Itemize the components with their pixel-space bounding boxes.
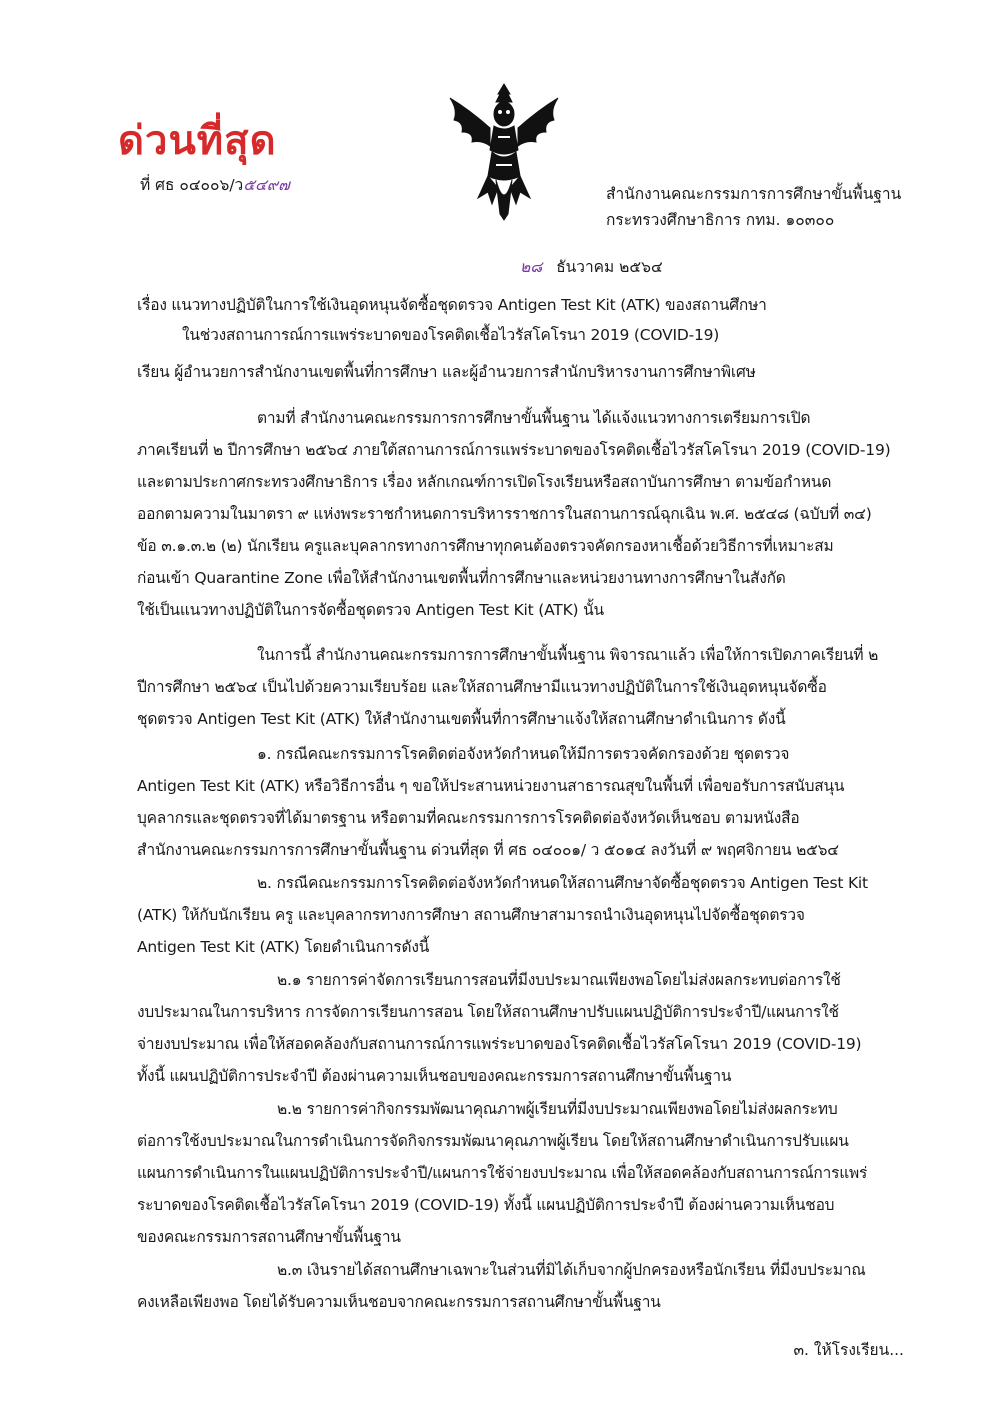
body-line: ออกตามความในมาตรา ๙ แห่งพระราชกำหนดการบริหารราชการในสถานการณ์ฉุกเฉิน พ.ศ. ๒๕๔๘ (ฉบับที่ ๓๔) (137, 505, 872, 523)
body-line: ก่อนเข้า Quarantine Zone เพื่อให้สำนักงานเขตพื้นที่การศึกษาและหน่วยงานทางการศึกษาในสังกัด (137, 569, 786, 587)
body-line: ๒.๑ รายการค่าจัดการเรียนการสอนที่มีงบประมาณเพียงพอโดยไม่ส่งผลกระทบต่อการใช้ (277, 971, 841, 989)
garuda-emblem-icon (440, 80, 568, 222)
body-line: ทั้งนี้ แผนปฏิบัติการประจำปี ต้องผ่านความเห็นชอบของคณะกรรมการสถานศึกษาขั้นพื้นฐาน (137, 1067, 732, 1085)
body-line: ของคณะกรรมการสถานศึกษาขั้นพื้นฐาน (137, 1228, 401, 1246)
body-line: บุคลากรและชุดตรวจที่ได้มาตรฐาน หรือตามที่คณะกรรมการการโรคติดต่อจังหวัดเห็นชอบ ตามหนังสือ (137, 809, 800, 827)
office-address: กระทรวงศึกษาธิการ กทม. ๑๐๓๐๐ (606, 211, 835, 229)
urgency-stamp: ด่วนที่สุด (118, 118, 277, 164)
body-line: (ATK) ให้กับนักเรียน ครู และบุคลากรทางการศึกษา สถานศึกษาสามารถนำเงินอุดหนุนไปจัดซื้อชุดตรวจ (137, 906, 805, 924)
body-line: จ่ายงบประมาณ เพื่อให้สอดคล้องกับสถานการณ์การแพร่ระบาดของโรคติดเชื้อไวรัสโคโรนา 2019 (COVID-19) (137, 1035, 862, 1053)
body-line: ในการนี้ สำนักงานคณะกรรมการการศึกษาขั้นพื้นฐาน พิจารณาแล้ว เพื่อให้การเปิดภาคเรียนที่ ๒ (257, 646, 879, 664)
body-line: ระบาดของโรคติดเชื้อไวรัสโคโรนา 2019 (COVID-19) ทั้งนี้ แผนปฏิบัติการประจำปี ต้องผ่านความเห็นชอบ (137, 1196, 835, 1214)
body-line: Antigen Test Kit (ATK) โดยดำเนินการดังนี้ (137, 938, 430, 956)
office-name: สำนักงานคณะกรรมการการศึกษาขั้นพื้นฐาน (606, 185, 902, 203)
body-line: งบประมาณในการบริหาร การจัดการเรียนการสอน โดยให้สถานศึกษาปรับแผนปฏิบัติการประจำปี/แผนการใช้ (137, 1003, 839, 1021)
body-line: คงเหลือเพียงพอ โดยได้รับความเห็นชอบจากคณะกรรมการสถานศึกษาขั้นพื้นฐาน (137, 1293, 661, 1311)
body-line: ต่อการใช้งบประมาณในการดำเนินการจัดกิจกรรมพัฒนาคุณภาพผู้เรียน โดยให้สถานศึกษาดำเนินการปรับแผน (137, 1132, 849, 1150)
recipient-line: เรียน ผู้อำนวยการสำนักงานเขตพื้นที่การศึกษา และผู้อำนวยการสำนักบริหารงานการศึกษาพิเศษ (137, 363, 756, 381)
body-line: ๒.๓ เงินรายได้สถานศึกษาเฉพาะในส่วนที่มิได้เก็บจากผู้ปกครองหรือนักเรียน ที่มีงบประมาณ (277, 1261, 866, 1279)
date-day-handwritten: ๒๘ (520, 258, 543, 276)
page-continuation: ๓. ให้โรงเรียน... (793, 1341, 904, 1359)
body-line: Antigen Test Kit (ATK) หรือวิธีการอื่น ๆ ขอให้ประสานหน่วยงานสาธารณสุขในพื้นที่ เพื่อขอรับการสนับสนุน (137, 777, 845, 795)
body-line: แผนการดำเนินการในแผนปฏิบัติการประจำปี/แผนการใช้จ่ายงบประมาณ เพื่อให้สอดคล้องกับสถานการณ์การแพร่ (137, 1164, 868, 1182)
body-line: ปีการศึกษา ๒๕๖๔ เป็นไปด้วยความเรียบร้อย และให้สถานศึกษามีแนวทางปฏิบัติในการใช้เงินอุดหนุนจัดซื้อ (137, 678, 827, 696)
body-line: และตามประกาศกระทรวงศึกษาธิการ เรื่อง หลักเกณฑ์การเปิดโรงเรียนหรือสถาบันการศึกษา ตามข้อกำหนด (137, 473, 832, 491)
body-line: ใช้เป็นแนวทางปฏิบัติในการจัดซื้อชุดตรวจ Antigen Test Kit (ATK) นั้น (137, 601, 604, 619)
body-line: ภาคเรียนที่ ๒ ปีการศึกษา ๒๕๖๔ ภายใต้สถานการณ์การแพร่ระบาดของโรคติดเชื้อไวรัสโคโรนา 2019 (COVID-19) (137, 441, 891, 459)
date-month-year: ธันวาคม ๒๕๖๔ (556, 258, 663, 276)
document-number (140, 172, 290, 197)
issuing-office (606, 181, 901, 233)
document-number-prefix: ที่ ศธ ๐๔๐๐๖/ว (140, 176, 244, 194)
body-line: ตามที่ สำนักงานคณะกรรมการการศึกษาขั้นพื้นฐาน ได้แจ้งแนวทางการเตรียมการเปิด (257, 409, 811, 427)
subject-line-1: เรื่อง แนวทางปฏิบัติในการใช้เงินอุดหนุนจัดซื้อชุดตรวจ Antigen Test Kit (ATK) ของสถานศึกษา (137, 296, 767, 314)
body-line: ๑. กรณีคณะกรรมการโรคติดต่อจังหวัดกำหนดให้มีการตรวจคัดกรองด้วย ชุดตรวจ (257, 745, 790, 763)
subject-line-2: ในช่วงสถานการณ์การแพร่ระบาดของโรคติดเชื้อไวรัสโคโรนา 2019 (COVID-19) (182, 326, 720, 344)
body-line: ชุดตรวจ Antigen Test Kit (ATK) ให้สำนักงานเขตพื้นที่การศึกษาแจ้งให้สถานศึกษาดำเนินการ ดังนี้ (137, 710, 786, 728)
document-date (520, 254, 663, 279)
body-line: ๒. กรณีคณะกรรมการโรคติดต่อจังหวัดกำหนดให้สถานศึกษาจัดซื้อชุดตรวจ Antigen Test Kit (257, 874, 868, 892)
document-number-handwritten: ๕๔๙๗ (243, 176, 290, 194)
body-line: สำนักงานคณะกรรมการการศึกษาขั้นพื้นฐาน ด่วนที่สุด ที่ ศธ ๐๔๐๐๑/ ว ๕๐๑๔ ลงวันที่ ๙ พฤศจิกายน ๒๕๖๔ (137, 841, 839, 859)
body-line: ข้อ ๓.๑.๓.๒ (๒) นักเรียน ครูและบุคลากรทางการศึกษาทุกคนต้องตรวจคัดกรองหาเชื้อด้วยวิธีการที่เหมาะสม (137, 537, 834, 555)
body-line: ๒.๒ รายการค่ากิจกรรมพัฒนาคุณภาพผู้เรียนที่มีงบประมาณเพียงพอโดยไม่ส่งผลกระทบ (277, 1100, 838, 1118)
